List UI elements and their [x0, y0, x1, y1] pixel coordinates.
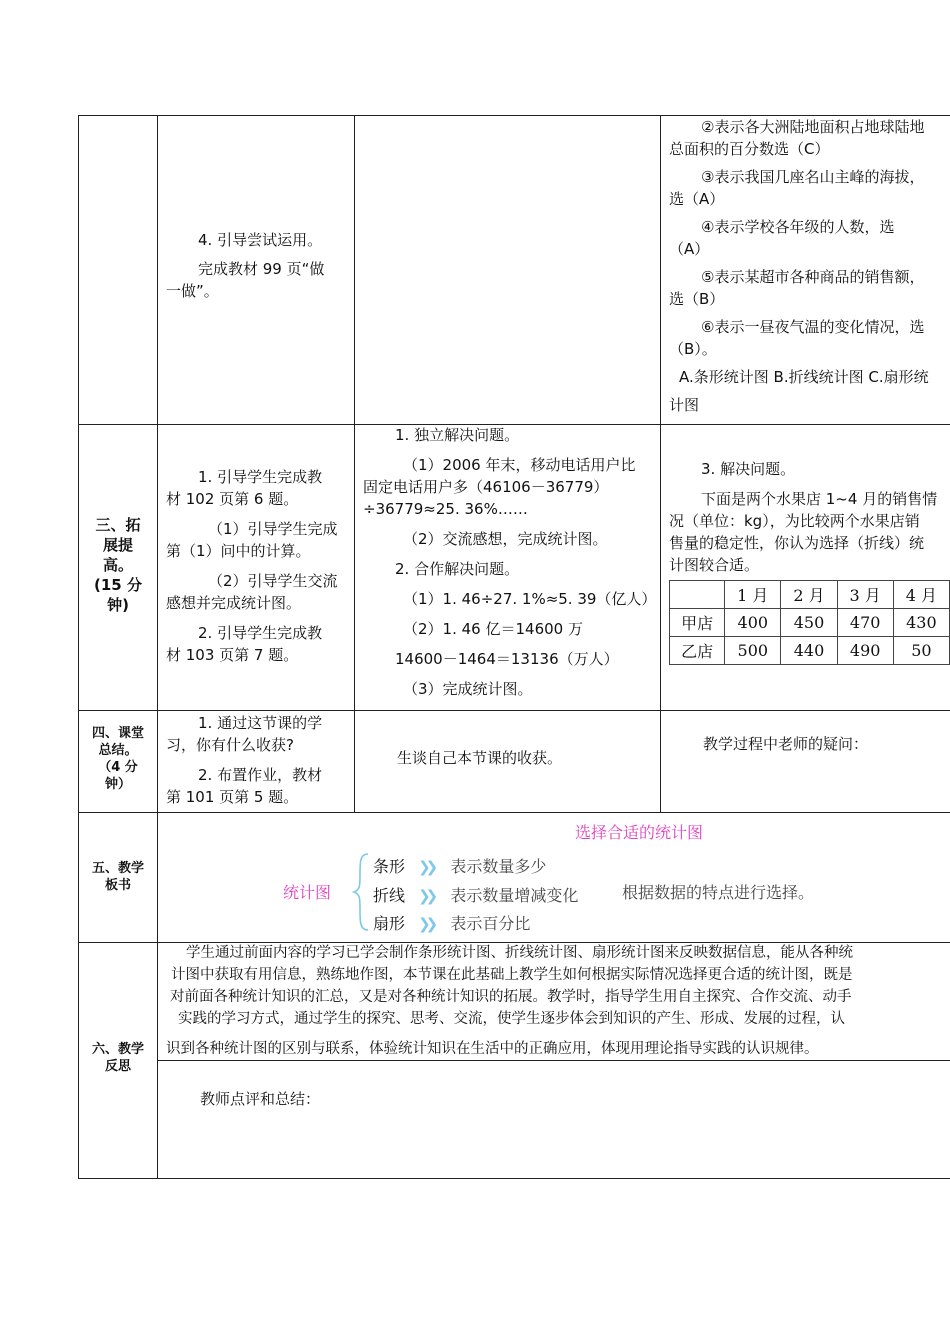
label-line: 钟) [107, 596, 129, 614]
text-line: 况（单位：kg），为比较两个水果店销 [669, 512, 920, 530]
text-line: 总面积的百分数选（C） [669, 140, 830, 158]
text-line: 实践的学习方式，通过学生的探究、思考、交流，使学生逐步体会到知识的产生、形成、发展的过程，认 [178, 1011, 845, 1027]
label-line: 展提 [102, 536, 133, 554]
text-line: （1）1. 46÷27. 1%≈5. 39（亿人） [403, 590, 657, 608]
sales-table [669, 580, 950, 665]
text-line: A.条形统计图 B.折线统计图 C.扇形统 [679, 368, 929, 386]
table-cell: 490 [837, 637, 893, 665]
label-line: 钟） [104, 777, 131, 792]
text-line: （2）交流感想，完成统计图。 [403, 530, 608, 548]
label-line: 四、课堂 [91, 726, 144, 741]
text-line: ÷36779≈25. 36%…… [363, 500, 528, 518]
text-line: ⑥表示一昼夜气温的变化情况，选 [701, 318, 925, 336]
table-cell: 430 [893, 609, 949, 637]
text-line: 14600－1464＝13136（万人） [395, 650, 619, 668]
row-divider [157, 1060, 950, 1061]
board-title: 选择合适的统计图 [575, 823, 704, 842]
text-line: 计图 [669, 396, 700, 414]
text-line: 售量的稳定性，你认为选择（折线）统 [669, 534, 925, 552]
row-label-reflection [80, 1041, 156, 1075]
text-line: （1）2006 年末，移动电话用户比 [403, 456, 636, 474]
text-line: 1. 独立解决问题。 [395, 426, 520, 444]
text-line: 3. 解决问题。 [701, 460, 796, 478]
text-line: ⑤表示某超市各种商品的销售额， [701, 268, 925, 286]
summary-student-cell [397, 747, 652, 769]
teacher-question-cell [703, 733, 943, 755]
table-cell: 1 月 [725, 581, 781, 609]
text-line: ④表示学校各年级的人数，选 [701, 218, 895, 236]
label-line: 五、教学 [91, 861, 144, 876]
table-cell: 2 月 [781, 581, 837, 609]
text-line: 2. 引导学生完成教 [198, 624, 323, 642]
label-line: 总结。 [98, 743, 138, 758]
teacher-comment: 教师点评和总结： [200, 1090, 321, 1108]
chevron-double-right-icon: ❯❯ [418, 858, 434, 876]
text-line: 完成教材 99 页“做 [198, 260, 325, 278]
label-line: (15 分 [94, 576, 142, 594]
text-line: 生谈自己本节课的收获。 [397, 749, 563, 767]
text-line: 固定电话用户多（46106－36779） [363, 478, 609, 496]
text-line: ③表示我国几座名山主峰的海拔， [701, 168, 925, 186]
text-line: 感想并完成统计图。 [166, 594, 302, 612]
chevron-double-right-icon: ❯❯ [418, 886, 434, 905]
text-line: 选（B） [669, 290, 725, 308]
text-line: （2）1. 46 亿＝14600 万 [403, 620, 583, 638]
text-line: 材 102 页第 6 题。 [166, 490, 299, 508]
text-line: 第（1）问中的计算。 [166, 542, 311, 560]
text-line: 教学过程中老师的疑问： [703, 735, 869, 753]
table-cell: 470 [837, 609, 893, 637]
text-line: 2. 布置作业，教材 [198, 766, 323, 784]
text-line: 第 101 页第 5 题。 [166, 788, 299, 806]
label-line: 六、教学 [91, 1042, 144, 1057]
text-line: （A） [669, 240, 710, 258]
text-line: （2）引导学生交流 [208, 572, 338, 590]
label-line: （4 分 [98, 760, 138, 775]
board-item-bar [373, 853, 578, 882]
board-main-term: 统计图 [283, 883, 332, 902]
text-line: 选（A） [669, 190, 725, 208]
reflection-text [166, 942, 950, 1060]
text-line: 4. 引导尝试运用。 [198, 231, 323, 249]
item-desc: 表示数量多少 [450, 857, 547, 876]
text-line: 2. 合作解决问题。 [395, 560, 520, 578]
text-line: 1. 通过这节课的学 [198, 714, 323, 732]
text-line: 材 103 页第 7 题。 [166, 646, 299, 664]
row-label-blackboard [80, 860, 156, 894]
text-line: 下面是两个水果店 1~4 月的销售情 [701, 490, 938, 508]
student-activity-cell [363, 424, 658, 700]
text-line: 计图中获取有用信息，熟练地作图，本节课在此基础上教学生如何根据实际情况选择更合适的统计图，既是 [171, 967, 853, 983]
table-cell: 4 月 [893, 581, 949, 609]
board-items [373, 853, 578, 939]
label-line: 三、拓 [95, 516, 141, 534]
row-label-summary [80, 725, 156, 793]
item-desc: 表示数量增减变化 [450, 885, 579, 905]
text-line: （1）引导学生完成 [208, 520, 338, 538]
brace-icon [352, 852, 372, 932]
text-line: 学生通过前面内容的学习已学会制作条形统计图、折线统计图、扇形统计图来反映数据信息，能从各种统 [186, 945, 853, 961]
text-line: 习，你有什么收获? [166, 736, 294, 754]
text-line: 计图较合适。 [669, 556, 760, 574]
table-cell [670, 581, 725, 609]
column-divider [354, 115, 355, 813]
text-line: 对前面各种统计知识的汇总，又是对各种统计知识的拓展。教学时，指导学生用自主探究、合作交流、动手 [170, 989, 852, 1005]
row-divider [78, 710, 950, 711]
table-row [670, 637, 950, 665]
board-item-pie [373, 910, 578, 939]
sales-table-clip [669, 580, 950, 668]
text-line: ②表示各大洲陆地面积占地球陆地 [701, 118, 925, 136]
chevron-double-right-icon: ❯❯ [418, 915, 434, 933]
table-cell: 甲店 [670, 609, 725, 637]
board-note: 根据数据的特点进行选择。 [622, 883, 815, 902]
label-line: 反思 [104, 1059, 131, 1074]
item-name: 扇形 [373, 914, 406, 933]
item-name: 条形 [373, 857, 406, 876]
fruit-store-problem [669, 458, 950, 576]
guide-apply-cell [166, 229, 346, 302]
table-row [670, 581, 950, 609]
table-cell: 500 [725, 637, 781, 665]
item-name: 折线 [373, 885, 406, 905]
text-line: （3）完成统计图。 [403, 680, 533, 698]
column-divider [660, 115, 661, 813]
text-line: （B）。 [669, 340, 717, 358]
board-item-line [373, 882, 578, 911]
table-border-bottom [78, 1178, 950, 1179]
summary-teacher-cell [166, 712, 348, 808]
row-label-extension [80, 515, 156, 615]
teacher-activity-cell [166, 466, 348, 666]
table-cell: 400 [725, 609, 781, 637]
table-cell: 50 [893, 637, 949, 665]
text-line: 一做”。 [166, 282, 219, 300]
column-divider [157, 115, 158, 1179]
table-cell: 440 [781, 637, 837, 665]
chart-choice-answers [669, 116, 950, 416]
label-line: 板书 [104, 878, 131, 893]
row-divider [78, 812, 950, 813]
table-cell: 3 月 [837, 581, 893, 609]
table-cell: 450 [781, 609, 837, 637]
label-line: 高。 [102, 556, 133, 574]
table-row [670, 609, 950, 637]
text-line: 1. 引导学生完成教 [198, 468, 323, 486]
item-desc: 表示百分比 [450, 914, 531, 933]
text-line: 识到各种统计图的区别与联系，体验统计知识在生活中的正确应用，体现用理论指导实践的认识规律。 [166, 1041, 819, 1057]
table-border-left [78, 115, 79, 1179]
table-cell: 乙店 [670, 637, 725, 665]
